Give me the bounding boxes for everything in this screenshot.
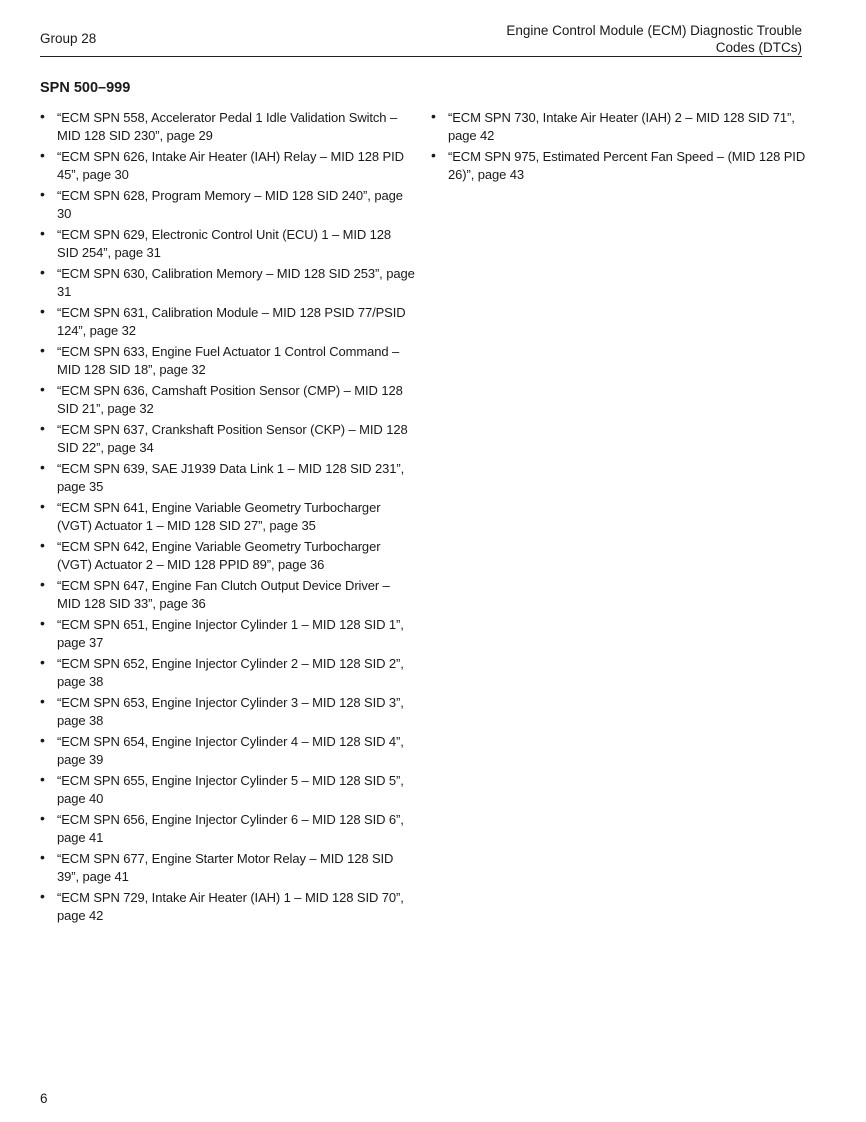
dtc-reference-text: “ECM SPN 626, Intake Air Heater (IAH) Relay – MID 128 PID 45”, page 30	[57, 149, 404, 182]
dtc-reference-text: “ECM SPN 637, Crankshaft Position Sensor (CKP) – MID 128 SID 22”, page 34	[57, 422, 408, 455]
dtc-reference-text: “ECM SPN 631, Calibration Module – MID 128 PSID 77/PSID 124”, page 32	[57, 305, 406, 338]
bullet-icon: •	[40, 264, 45, 280]
bullet-icon: •	[40, 771, 45, 787]
dtc-reference-text: “ECM SPN 636, Camshaft Position Sensor (CMP) – MID 128 SID 21”, page 32	[57, 383, 403, 416]
dtc-reference-text: “ECM SPN 654, Engine Injector Cylinder 4 – MID 128 SID 4”, page 39	[57, 734, 404, 767]
dtc-list-left-column	[40, 109, 415, 928]
bullet-icon: •	[40, 654, 45, 670]
dtc-list-item	[40, 772, 415, 807]
dtc-list-item	[40, 616, 415, 651]
dtc-list-item	[40, 304, 415, 339]
dtc-list-item	[40, 694, 415, 729]
header-title-line-2: Codes (DTCs)	[715, 40, 802, 55]
bullet-icon: •	[431, 147, 436, 163]
bullet-icon: •	[40, 498, 45, 514]
dtc-list-item	[40, 187, 415, 222]
bullet-icon: •	[40, 732, 45, 748]
dtc-reference-text: “ECM SPN 628, Program Memory – MID 128 SID 240”, page 30	[57, 188, 403, 221]
dtc-reference-text: “ECM SPN 630, Calibration Memory – MID 128 SID 253”, page 31	[57, 266, 415, 299]
bullet-icon: •	[40, 108, 45, 124]
dtc-reference-text: “ECM SPN 975, Estimated Percent Fan Speed – (MID 128 PID 26)”, page 43	[448, 149, 806, 182]
bullet-icon: •	[40, 225, 45, 241]
bullet-icon: •	[40, 615, 45, 631]
bullet-icon: •	[40, 537, 45, 553]
dtc-reference-text: “ECM SPN 652, Engine Injector Cylinder 2 – MID 128 SID 2”, page 38	[57, 656, 404, 689]
dtc-reference-text: “ECM SPN 642, Engine Variable Geometry Turbocharger (VGT) Actuator 2 – MID 128 PPID 89”, page 36	[57, 539, 381, 572]
dtc-reference-text: “ECM SPN 633, Engine Fuel Actuator 1 Control Command – MID 128 SID 18”, page 32	[57, 344, 400, 377]
bullet-icon: •	[40, 381, 45, 397]
bullet-icon: •	[40, 420, 45, 436]
bullet-icon: •	[40, 693, 45, 709]
dtc-reference-text: “ECM SPN 730, Intake Air Heater (IAH) 2 – MID 128 SID 71”, page 42	[448, 110, 795, 143]
dtc-list-item	[40, 382, 415, 417]
header-title-line-1: Engine Control Module (ECM) Diagnostic Trouble	[506, 23, 802, 38]
dtc-reference-text: “ECM SPN 656, Engine Injector Cylinder 6 – MID 128 SID 6”, page 41	[57, 812, 404, 845]
dtc-list-item	[40, 265, 415, 300]
dtc-list-item	[40, 421, 415, 456]
dtc-reference-text: “ECM SPN 639, SAE J1939 Data Link 1 – MID 128 SID 231”, page 35	[57, 461, 405, 494]
dtc-list-item	[40, 109, 415, 144]
dtc-list-item	[40, 850, 415, 885]
bullet-icon: •	[40, 888, 45, 904]
dtc-list-item	[40, 343, 415, 378]
dtc-list-item	[40, 733, 415, 768]
dtc-reference-text: “ECM SPN 729, Intake Air Heater (IAH) 1 – MID 128 SID 70”, page 42	[57, 890, 404, 923]
dtc-list-item	[40, 811, 415, 846]
header-document-title	[442, 22, 802, 56]
dtc-reference-text: “ECM SPN 653, Engine Injector Cylinder 3 – MID 128 SID 3”, page 38	[57, 695, 404, 728]
bullet-icon: •	[40, 810, 45, 826]
bullet-icon: •	[40, 342, 45, 358]
dtc-reference-text: “ECM SPN 677, Engine Starter Motor Relay – MID 128 SID 39”, page 41	[57, 851, 394, 884]
dtc-list-item	[40, 148, 415, 183]
header-divider	[40, 56, 802, 57]
bullet-icon: •	[40, 303, 45, 319]
dtc-list-item	[40, 460, 415, 495]
dtc-list-item	[431, 148, 806, 183]
dtc-reference-text: “ECM SPN 655, Engine Injector Cylinder 5 – MID 128 SID 5”, page 40	[57, 773, 404, 806]
dtc-list-item	[40, 499, 415, 534]
section-title: SPN 500–999	[40, 80, 131, 96]
dtc-list-right-column	[431, 109, 806, 187]
dtc-list-item	[40, 889, 415, 924]
dtc-reference-text: “ECM SPN 629, Electronic Control Unit (ECU) 1 – MID 128 SID 254”, page 31	[57, 227, 392, 260]
bullet-icon: •	[40, 849, 45, 865]
dtc-list-item	[431, 109, 806, 144]
dtc-reference-text: “ECM SPN 651, Engine Injector Cylinder 1 – MID 128 SID 1”, page 37	[57, 617, 404, 650]
bullet-icon: •	[40, 147, 45, 163]
dtc-list-item	[40, 577, 415, 612]
dtc-reference-text: “ECM SPN 641, Engine Variable Geometry Turbocharger (VGT) Actuator 1 – MID 128 SID 27”, page 35	[57, 500, 381, 533]
bullet-icon: •	[40, 459, 45, 475]
dtc-list-item	[40, 226, 415, 261]
bullet-icon: •	[40, 576, 45, 592]
dtc-list-item	[40, 538, 415, 573]
header-group-label: Group 28	[40, 31, 97, 46]
page-number: 6	[40, 1091, 48, 1106]
bullet-icon: •	[40, 186, 45, 202]
dtc-list-item	[40, 655, 415, 690]
bullet-icon: •	[431, 108, 436, 124]
dtc-reference-text: “ECM SPN 558, Accelerator Pedal 1 Idle Validation Switch – MID 128 SID 230”, page 29	[57, 110, 398, 143]
dtc-reference-text: “ECM SPN 647, Engine Fan Clutch Output Device Driver – MID 128 SID 33”, page 36	[57, 578, 390, 611]
